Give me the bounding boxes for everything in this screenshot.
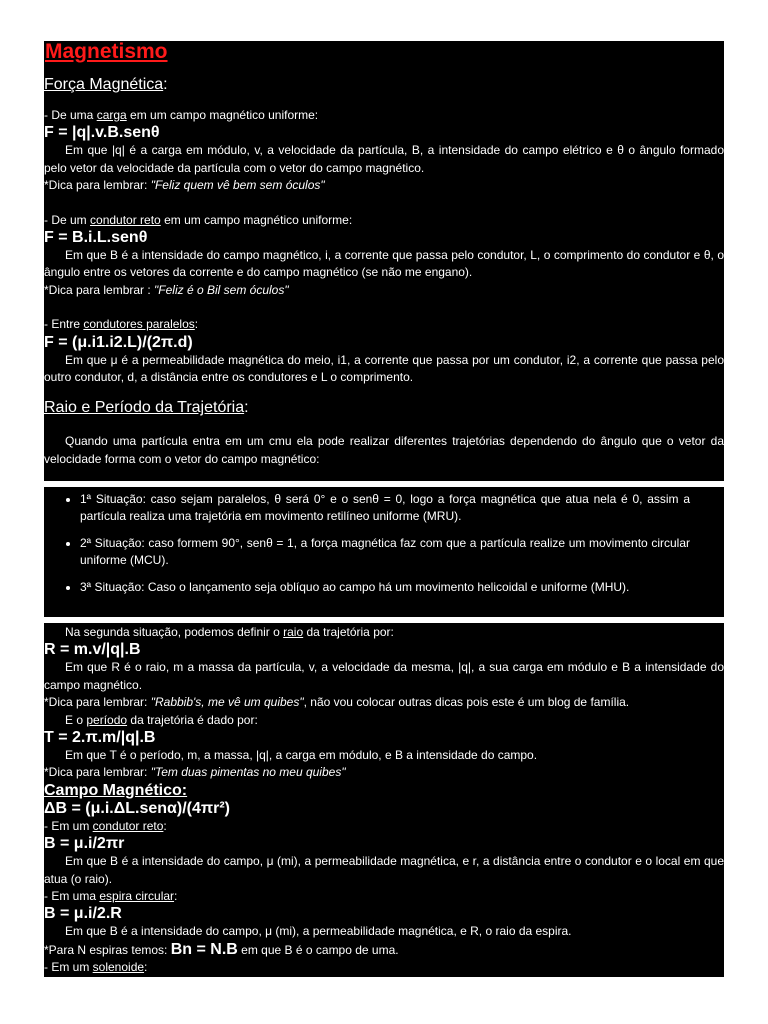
list-item: • 2ª Situação: caso formem 90°, senθ = 1, a força magnética faz com que a partícula realize um movimento circular uniforme (MCU).	[80, 535, 690, 569]
list-item: • 1ª Situação: caso sejam paralelos, θ será 0° e o senθ = 0, logo a força magnética que atua nela é 0, assim a partícula realiza uma trajetória em movimento retilíneo uniforme (MRU).	[80, 491, 690, 525]
tip-forca-carga	[44, 177, 724, 194]
section-heading-forca	[44, 75, 724, 95]
link-carga[interactable]: carga	[96, 108, 127, 122]
desc-campo-condutor: Em que B é a intensidade do campo, μ (mi), a permeabilidade magnética, e r, a distância entre o condutor e o local em que atua (o raio).	[44, 854, 724, 886]
tip-label: *Dica para lembrar:	[44, 765, 151, 780]
case-carga	[44, 107, 724, 124]
formula-campo-geral: ΔB = (μ.i.ΔL.senα)/(4πr²)	[44, 799, 230, 817]
case-prefix: - Em um	[44, 818, 93, 833]
text-suffix: da trajetória é dado por:	[127, 712, 258, 727]
case-suffix: :	[144, 960, 148, 975]
desc-periodo: Em que T é o período, m, a massa, |q|, a carga em módulo, e B a intensidade do campo.	[65, 748, 538, 763]
case-prefix: - De uma	[44, 108, 97, 122]
case-campo-condutor	[44, 818, 724, 835]
formula-forca-carga: F = |q|.v.B.senθ	[44, 124, 160, 142]
tip-text: "Rabbib's, me vê um quibes"	[150, 695, 304, 710]
tip-label: *Dica para lembrar:	[44, 178, 151, 193]
n-espiras	[44, 941, 724, 959]
case-paralelos	[44, 316, 724, 333]
tip-text: "Feliz quem vê bem sem óculos"	[150, 178, 325, 193]
case-suffix: :	[174, 889, 178, 904]
case-campo-espira	[44, 888, 724, 905]
formula-n-espiras: Bn = N.B	[170, 940, 238, 958]
tip-suffix: , não vou colocar outras dicas pois este é um blog de família.	[303, 695, 630, 710]
intro-raio: Quando uma partícula entra em um cmu ela pode realizar diferentes trajetórias dependendo do ângulo que o vetor da velocidade forma com o vetor do campo magnético:	[44, 434, 724, 466]
case-suffix: :	[194, 317, 199, 332]
section-heading-campo	[44, 782, 724, 800]
case-suffix: em um campo magnético uniforme:	[126, 108, 319, 122]
situacoes-list	[44, 487, 724, 596]
text-prefix: *Para N espiras temos:	[44, 942, 171, 957]
case-suffix: :	[163, 818, 167, 833]
link-espira-circular[interactable]: espira circular	[99, 889, 175, 904]
text-prefix: Na segunda situação, podemos definir o	[65, 625, 284, 639]
page-title: Magnetismo	[45, 40, 168, 63]
link-periodo[interactable]: período	[86, 712, 128, 727]
text-suffix: em que B é o campo de uma.	[237, 942, 399, 957]
text-prefix: E o	[65, 712, 87, 727]
link-condutor-reto-campo[interactable]: condutor reto	[92, 818, 164, 833]
section-heading-raio	[44, 398, 724, 418]
link-solenoide[interactable]: solenoide	[92, 960, 145, 975]
heading-forca-text: Força Magnética	[44, 76, 164, 93]
formula-raio: R = m.v/|q|.B	[44, 641, 141, 659]
formula-forca-condutor: F = B.i.L.senθ	[44, 229, 148, 247]
periodo-def	[44, 712, 724, 729]
desc-forca-carga: Em que |q| é a carga em módulo, v, a velocidade da partícula, B, a intensidade do campo elétrico e θ o ângulo formado pelo vetor da velocidade da partícula com o vetor do campo magnético.	[44, 143, 724, 175]
content-block-raio-campo	[44, 623, 724, 977]
desc-forca-condutor: Em que B é a intensidade do campo magnético, i, a corrente que passa pelo condutor, L, o comprimento do condutor e θ, o ângulo entre os vetores da corrente e do campo magnético (se não me engano).	[44, 248, 724, 280]
formula-forca-paralelos: F = (μ.i1.i2.L)/(2π.d)	[44, 333, 193, 351]
case-suffix: em um campo magnético uniforme:	[160, 212, 353, 227]
case-prefix: - De um	[44, 212, 91, 227]
text-suffix: da trajetória por:	[303, 625, 394, 639]
formula-periodo: T = 2.π.m/|q|.B	[44, 729, 156, 747]
heading-colon: :	[163, 76, 168, 93]
tip-text: "Tem duas pimentas no meu quibes"	[150, 765, 346, 780]
heading-colon: :	[244, 399, 249, 417]
tip-periodo	[44, 764, 724, 781]
desc-campo-espira: Em que B é a intensidade do campo, μ (mi), a permeabilidade magnética, e R, o raio da espira.	[65, 924, 572, 939]
heading-raio-text: Raio e Período da Trajetória	[44, 399, 245, 417]
tip-text: "Feliz é o Bil sem óculos"	[154, 282, 289, 297]
content-block-forca	[44, 41, 724, 481]
case-condutor	[44, 212, 724, 229]
desc-forca-paralelos: Em que μ é a permeabilidade magnética do meio, i1, a corrente que passa por um condutor, i2, a corrente que passa pelo outro condutor, d, a distância entre os condutores e L o comprimento.	[44, 352, 724, 385]
case-prefix: - Em uma	[44, 889, 100, 904]
content-block-situacoes	[44, 487, 724, 617]
tip-label: *Dica para lembrar:	[44, 695, 151, 710]
formula-campo-condutor: B = μ.i/2πr	[44, 835, 125, 853]
raio-def	[44, 624, 724, 641]
link-condutores-paralelos[interactable]: condutores paralelos	[83, 317, 195, 332]
case-prefix: - Em um	[44, 960, 93, 975]
case-prefix: - Entre	[44, 317, 84, 332]
tip-label: *Dica para lembrar :	[44, 282, 155, 297]
case-campo-solenoide	[44, 959, 724, 976]
link-condutor-reto[interactable]: condutor reto	[90, 212, 161, 227]
tip-forca-condutor	[44, 282, 724, 299]
link-raio[interactable]: raio	[283, 625, 304, 639]
tip-raio	[44, 694, 724, 711]
list-item: • 3ª Situação: Caso o lançamento seja oblíquo ao campo há um movimento helicoidal e uniforme (MHU).	[80, 579, 690, 596]
heading-campo-text: Campo Magnético:	[44, 781, 188, 799]
desc-raio: Em que R é o raio, m a massa da partícula, v, a velocidade da mesma, |q|, a sua carga em módulo e B a intensidade do campo magnético.	[44, 660, 724, 692]
formula-campo-espira: B = μ.i/2.R	[44, 905, 122, 923]
